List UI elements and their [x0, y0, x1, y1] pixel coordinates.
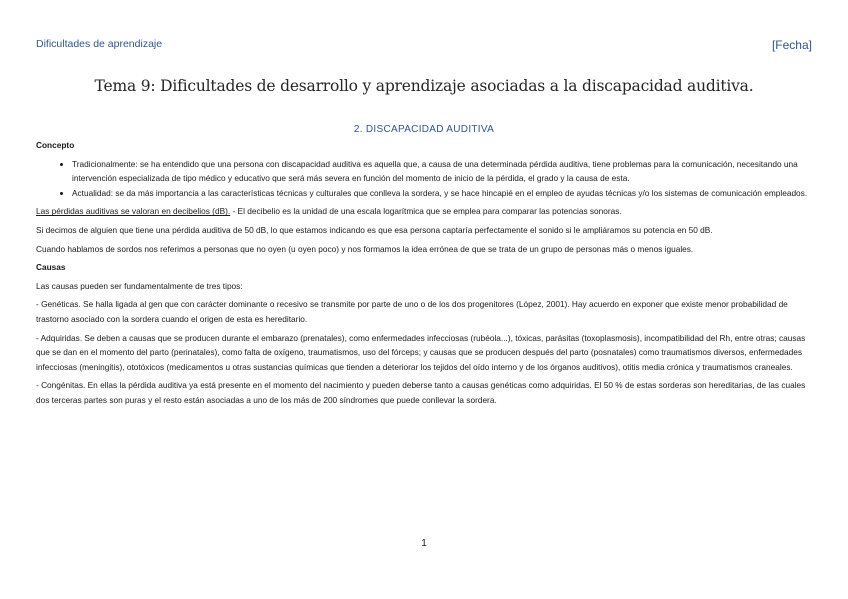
paragraph-decibelios: [36, 204, 814, 219]
document-title: Tema 9: Dificultades de desarrollo y aprendizaje asociadas a la discapacidad auditiva.: [94, 77, 754, 95]
concepto-heading: Concepto: [36, 140, 75, 150]
paragraph-congenitas: - Congénitas. En ellas la pérdida auditiva ya está presente en el momento del nacimiento y pueden deberse tanto a causas genéticas como adquiridas. El 50 % de estas sorderas son hereditarias, de las cuales dos terceras partes son puras y el resto están asociadas a uno de los más de 200 síndromes que puede conllevar la sordera.: [36, 380, 806, 405]
paragraph-ejemplo: Si decimos de alguien que tiene una pérdida auditiva de 50 dB, lo que estamos indicando es que esa persona captaría perfectamente el sonido si le ampliáramos su potencia en 50 dB.: [36, 224, 713, 235]
paragraph-adquiridas: - Adquiridas. Se deben a causas que se producen durante el embarazo (prenatales), como enfermedades infecciosas (rubéola...), tóxicas, parásitas (toxoplasmosis), incompatibilidad del Rh, entre otras; causas que se dan en el momento del parto (perinatales), como falta de oxígeno, traumatismos, uso del fórceps; y causas que se producen después del parto (posnatales) como traumatismos diversos, enfermedades infecciosas (meningitis), ototóxicos (medicamentos u otras sustancias químicas que tienden a deteriorar los tejidos del oído interno y de los órganos auditivos), otitis media crónica y traumatismos craneales.: [36, 332, 806, 372]
page-number: 1: [421, 538, 427, 549]
document-body: [36, 138, 814, 412]
causas-heading: Causas: [36, 262, 66, 273]
running-header-date: [Fecha]: [771, 38, 812, 52]
running-header-left: Dificultades de aprendizaje: [36, 38, 163, 50]
paragraph-causas-intro: Las causas pueden ser fundamentalmente de tres tipos:: [36, 280, 243, 291]
underlined-phrase: Las pérdidas auditivas se valoran en decibelios (dB).: [36, 206, 231, 217]
concepto-list: [36, 157, 814, 201]
list-item: • Tradicionalmente: se ha entendido que una persona con discapacidad auditiva es aquella que, a causa de una determinada pérdida auditiva, tiene problemas para la comunicación, necesitando una intervención especializada de tipo médico y educativo que será más severa en función del momento de inicio de la pérdida, el grado y la causa de esta.: [72, 157, 814, 186]
paragraph-sordos: Cuando hablamos de sordos nos referimos a personas que no oyen (u oyen poco) y nos formamos la idea errónea de que se trata de un grupo de personas más o menos iguales.: [36, 243, 694, 254]
paragraph-geneticas: - Genéticas. Se halla ligada al gen que con carácter dominante o recesivo se transmite por parte de uno o de los dos progenitores (López, 2001). Hay acuerdo en exponer que existe menor probabilidad de trastorno asociado con la sordera cuando el origen de esta es hereditario.: [36, 299, 788, 324]
paragraph-text: - El decibelio es la unidad de una escala logarítmica que se emplea para comparar las potencias sonoras.: [230, 206, 622, 217]
section-heading: 2. DISCAPACIDAD AUDITIVA: [353, 124, 495, 135]
list-item: • Actualidad: se da más importancia a las características técnicas y culturales que conlleva la sordera, y se hace hincapié en el empleo de ayudas técnicas y/o los sistemas de comunicación empleados.: [72, 186, 814, 201]
